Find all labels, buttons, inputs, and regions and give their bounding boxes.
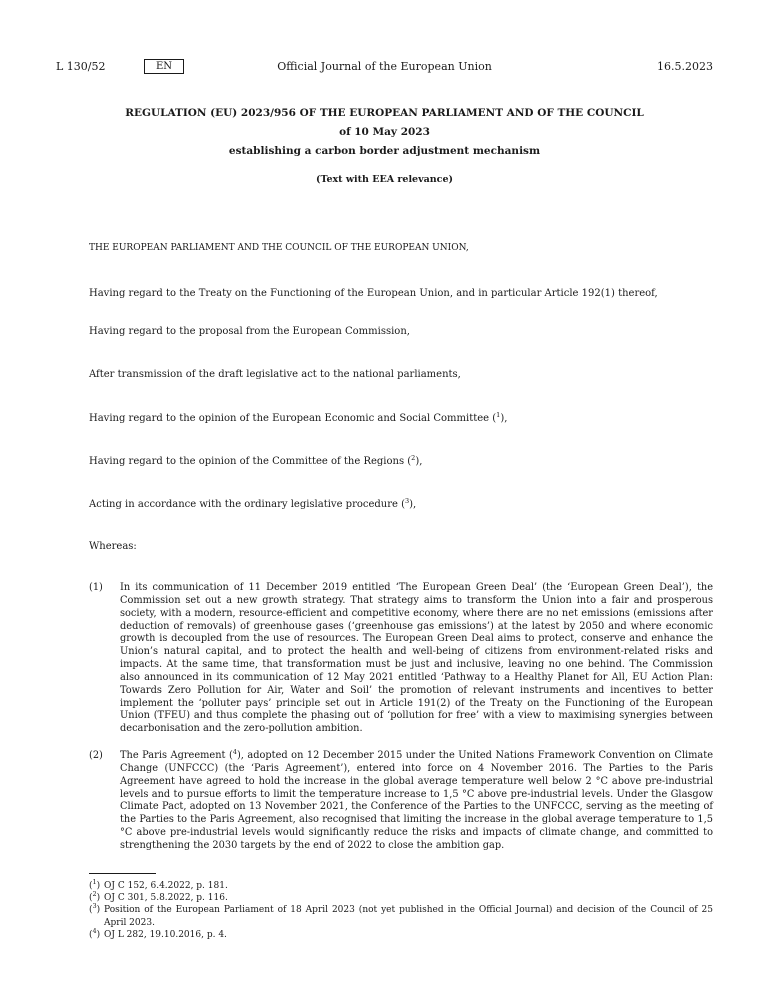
footnote-3: ($^3$) Position of the European Parliament of 18 April 2023 (not yet published in the Official Journal) and decision of the Council of 25 April 2023. (89, 902, 713, 928)
page-reference: L 130/52 (56, 60, 106, 73)
footnote-ref: 2 (411, 454, 416, 462)
language-badge: EN (144, 59, 184, 74)
citation-treaty: Having regard to the Treaty on the Functioning of the European Union, and in particular Article 192(1) thereof, (89, 288, 658, 299)
citation-transmission: After transmission of the draft legislative act to the national parliaments, (89, 369, 461, 380)
whereas-heading: Whereas: (89, 541, 137, 552)
journal-title: Official Journal of the European Union (277, 60, 492, 73)
recital-number: (2) (89, 750, 103, 761)
footnote-divider (89, 873, 156, 874)
footnote-1: ($^1$) OJ C 152, 6.4.2022, p. 181. (89, 878, 228, 891)
recital-number: (1) (89, 582, 103, 593)
footnote-ref: 1 (496, 411, 501, 419)
citation-cor: Having regard to the opinion of the Committee of the Regions ($^2$), (89, 454, 423, 467)
recital-2 (89, 750, 713, 853)
regulation-title (56, 104, 713, 161)
footnote-ref: 3 (405, 497, 410, 505)
footnote-2: ($^2$) OJ C 301, 5.8.2022, p. 116. (89, 890, 228, 904)
citation-eesc: Having regard to the opinion of the European Economic and Social Committee ($^1$), (89, 411, 508, 424)
title-line-3: establishing a carbon border adjustment mechanism (228, 145, 541, 157)
eea-relevance: (Text with EEA relevance) (315, 174, 454, 185)
title-line-1: REGULATION (EU) 2023/956 OF THE EUROPEAN PARLIAMENT AND OF THE COUNCIL (125, 107, 644, 119)
recital-text: In its communication of 11 December 2019 entitled ‘The European Green Deal’ (the ‘European Green Deal’), the Commission set out a new growth strategy. That strategy aims to transform the Union into a fair and prosperous society, with a modern, resource-efficient and competitive economy, where there are no net emissions (emissions after deduction of removals) of greenhouse gases (‘greenhouse gas emissions’) at the latest by 2050 and where economic growth is decoupled from the use of resources. The European Green Deal aims to protect, conserve and enhance the Union’s natural capital, and to protect the health and well-being of citizens from environment-related risks and impacts. At the same time, that transformation must be just and inclusive, leaving no one behind. The Commission also announced in its communication of 12 May 2021 entitled ‘Pathway to a Healthy Planet for All, EU Action Plan: Towards Zero Pollution for Air, Water and Soil’ the promotion of relevant instruments and incentives to better implement the ‘polluter pays’ principle set out in Article 191(2) of the Treaty on the Functioning of the European Union (TFEU) and thus complete the phasing out of ‘pollution for free’ with a view to maximising synergies between decarbonisation and the zero-pollution ambition. (120, 582, 713, 735)
citation-procedure: Acting in accordance with the ordinary legislative procedure ($^3$), (89, 497, 417, 510)
footnote-4: ($^4$) OJ L 282, 19.10.2016, p. 4. (89, 926, 227, 940)
page-header (56, 59, 713, 75)
footnotes (89, 880, 713, 941)
title-line-2: of 10 May 2023 (339, 126, 430, 138)
publication-date: 16.5.2023 (657, 60, 713, 73)
citation-proposal: Having regard to the proposal from the European Commission, (89, 326, 410, 337)
footnote-ref: 4 (232, 748, 237, 756)
recital-1 (89, 582, 713, 736)
recital-text: The Paris Agreement ($^4$), adopted on 12 December 2015 under the United Nations Framework Convention on Climate Change (UNFCCC) (the ‘Paris Agreement’), entered into force on 4 November 2016. The Parties to the Paris Agreement have agreed to hold the increase in the global average temperature well below 2 °C above pre-industrial levels and to pursue efforts to limit the temperature increase to 1,5 °C above pre-industrial levels. Under the Glasgow Climate Pact, adopted on 13 November 2021, the Conference of the Parties to the UNFCCC, serving as the meeting of the Parties to the Paris Agreement, also recognised that limiting the increase in the global average temperature to 1,5 °C above pre-industrial levels would significantly reduce the risks and impacts of climate change, and committed to strengthening the 2030 targets by the end of 2022 to close the ambition gap. (120, 748, 713, 851)
enacting-formula: THE EUROPEAN PARLIAMENT AND THE COUNCIL OF THE EUROPEAN UNION, (89, 243, 469, 253)
